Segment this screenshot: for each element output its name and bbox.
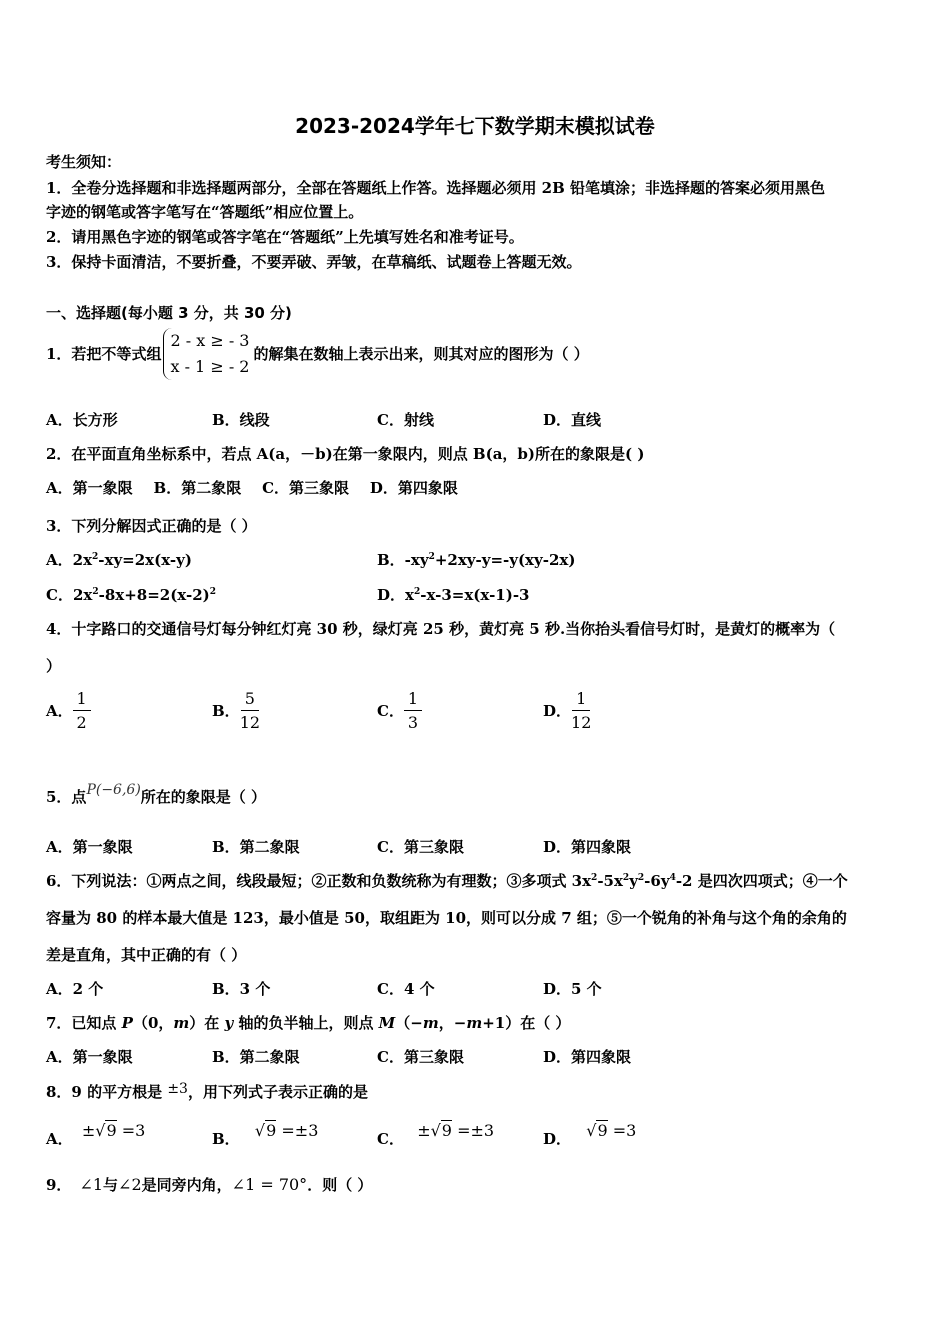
notice-item-2: 2．请用黑色字迹的钢笔或答字笔在“答题纸”上先填写姓名和准考证号。 <box>46 228 524 246</box>
q8-option-d: D． √9 =3 <box>543 1121 637 1148</box>
question-6-line-2: 容量为 80 的样本最大值是 123，最小值是 50，取组距为 10，则可以分成 7 组；⑤一个锐角的补角与这个角的余角的 <box>46 909 847 927</box>
q1-option-c: C．射线 <box>377 411 434 429</box>
q3-option-a: A．$2x^2-xy=2x(x-y)$ <box>46 551 192 569</box>
q7-option-c: C．第三象限 <box>377 1048 464 1066</box>
q1-option-b: B．线段 <box>212 411 270 429</box>
question-8: 8．9 的平方根是 ±3，用下列式子表示正确的是 <box>46 1081 368 1101</box>
notice-heading: 考生须知： <box>46 153 122 171</box>
question-5: 5．点P(−6,6)所在的象限是（ ） <box>46 782 267 806</box>
q6-option-b: B．3 个 <box>212 980 271 998</box>
q4-option-c: C． $\frac{1}{3}$ <box>377 690 422 732</box>
q5-option-a: A．第一象限 <box>46 838 133 856</box>
inequality-1: 2 - x ≥ - 3 <box>170 331 250 350</box>
fraction: $\frac{1}{3}$ <box>404 690 422 732</box>
q8-option-a: A． ±√9 =3 <box>46 1121 146 1148</box>
q3-option-d: D．$x^2-x-3=x(x-1)-3$ <box>377 586 530 604</box>
question-6-line-3: 差是直角，其中正确的有（ ） <box>46 946 247 964</box>
q4-option-a: A． $\frac{1}{2}$ <box>46 690 91 732</box>
q1-option-d: D．直线 <box>543 411 602 429</box>
question-1 <box>46 326 589 382</box>
point-p-coordinates: P(−6,6) <box>86 782 141 798</box>
q1-option-a: A．长方形 <box>46 411 118 429</box>
question-4-line-1: 4．十字路口的交通信号灯每分钟红灯亮 30 秒，绿灯亮 25 秒，黄灯亮 5 秒.当你抬头看信号灯时，是黄灯的概率为（ <box>46 620 836 638</box>
q7-option-a: A．第一象限 <box>46 1048 133 1066</box>
q6-option-a: A．2 个 <box>46 980 104 998</box>
fraction: $\frac{5}{12}$ <box>239 689 261 732</box>
q2-options: A．第一象限 B．第二象限 C．第三象限 D．第四象限 <box>46 479 458 497</box>
question-4-line-2: ） <box>46 657 62 675</box>
q3-option-c: C．$2x^2-8x+8=2(x-2)^2$ <box>46 586 217 604</box>
q1-stem-post: 的解集在数轴上表示出来，则其对应的图形为（ ） <box>253 345 589 363</box>
question-6-line-1: 6．下列说法：①两点之间，线段最短；②正数和负数统称为有理数；③多项式 $3x^2-5x^2y^2-6y^4-2$ 是四次四项式；④一个 <box>46 872 848 890</box>
q3-option-b: B．$-xy^2+2xy-y=-y(xy-2x)$ <box>377 551 576 569</box>
q1-stem-pre: 1．若把不等式组 <box>46 345 162 363</box>
q7-option-b: B．第二象限 <box>212 1048 300 1066</box>
q6-option-d: D．5 个 <box>543 980 602 998</box>
notice-item-1-line-2: 字迹的钢笔或答字笔写在“答题纸”相应位置上。 <box>46 203 364 221</box>
notice-item-3: 3．保持卡面清洁，不要折叠，不要弄破、弄皱，在草稿纸、试题卷上答题无效。 <box>46 253 582 271</box>
q5-option-c: C．第三象限 <box>377 838 464 856</box>
question-2: 2．在平面直角坐标系中，若点 A(a，－b)在第一象限内，则点 B(a，b)所在的象限是( ) <box>46 445 645 463</box>
q5-option-b: B．第二象限 <box>212 838 300 856</box>
section-heading-choice: 一、选择题(每小题 3 分，共 30 分) <box>46 304 292 322</box>
q8-option-c: C． ±√9 =±3 <box>377 1121 495 1148</box>
question-9: 9． ∠1与∠2是同旁内角，∠1 = 70°．则（ ） <box>46 1175 373 1194</box>
q4-option-b: B． $\frac{5}{12}$ <box>212 689 261 732</box>
q6-option-c: C．4 个 <box>377 980 435 998</box>
q7-option-d: D．第四象限 <box>543 1048 632 1066</box>
q8-option-b: B． √9 =±3 <box>212 1121 319 1148</box>
notice-item-1-line-1: 1．全卷分选择题和非选择题两部分，全部在答题纸上作答。选择题必须用 2B 铅笔填涂；非选择题的答案必须用黑色 <box>46 179 826 197</box>
fraction: $\frac{1}{12}$ <box>571 689 592 732</box>
q4-option-d: D． $\frac{1}{12}$ <box>543 689 592 732</box>
page-title: 2023-2024学年七下数学期末模拟试卷 <box>295 114 655 138</box>
inequality-system <box>163 328 249 380</box>
question-3: 3．下列分解因式正确的是（ ） <box>46 517 257 535</box>
fraction: $\frac{1}{2}$ <box>73 690 91 732</box>
q5-option-d: D．第四象限 <box>543 838 632 856</box>
inequality-2: x - 1 ≥ - 2 <box>170 357 250 376</box>
question-7: 7．已知点 P（0，m）在 y 轴的负半轴上，则点 M（−m，−m+1）在（ ） <box>46 1014 571 1032</box>
